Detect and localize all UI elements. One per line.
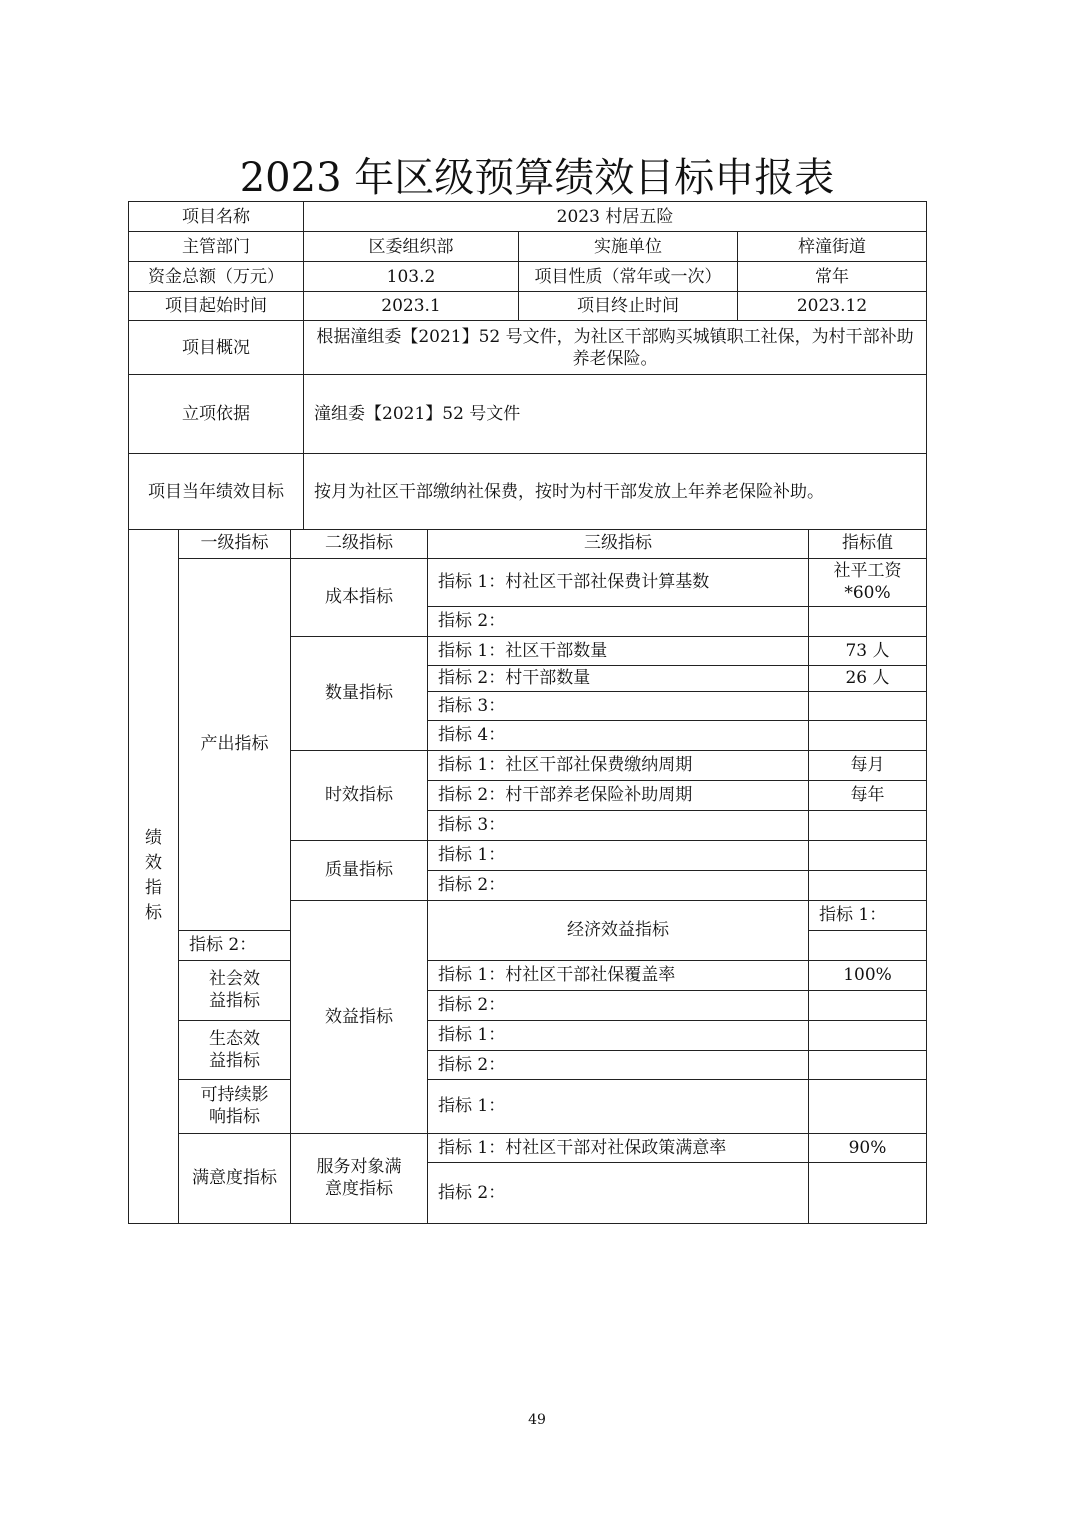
indicator-value: 26 人	[809, 665, 927, 691]
project-name-value: 2023 村居五险	[304, 202, 927, 232]
nature-label: 项目性质（常年或一次）	[519, 262, 738, 292]
indicator-text: 指标 4：	[428, 720, 809, 750]
indicator-value	[809, 840, 927, 870]
nature-value: 常年	[738, 262, 927, 292]
indicator-text: 指标 2：	[428, 1162, 809, 1223]
header-level3: 三级指标	[428, 529, 809, 558]
indicator-text: 指标 2：村干部养老保险补助周期	[428, 780, 809, 810]
dept-value: 区委组织部	[304, 232, 519, 262]
indicator-value	[809, 1050, 927, 1079]
perf-section-label: 绩效指标	[129, 529, 179, 1223]
cost-indicator-label: 成本指标	[291, 558, 428, 636]
indicator-value: 每月	[809, 750, 927, 780]
dept-label: 主管部门	[129, 232, 304, 262]
indicator-text: 指标 1：村社区干部对社保政策满意率	[428, 1133, 809, 1162]
indicator-value	[809, 810, 927, 840]
benefit-indicator-label: 效益指标	[291, 900, 428, 1133]
output-indicator-label: 产出指标	[179, 558, 291, 930]
indicator-value: 73 人	[809, 636, 927, 665]
header-value: 指标值	[809, 529, 927, 558]
page-number: 49	[528, 1412, 546, 1428]
indicator-text: 指标 1：	[428, 840, 809, 870]
timeliness-indicator-label: 时效指标	[291, 750, 428, 840]
basis-value: 潼组委【2021】52 号文件	[304, 375, 927, 454]
indicator-text: 指标 2：	[428, 990, 809, 1020]
page-title: 2023 年区级预算绩效目标申报表	[239, 155, 835, 201]
indicator-value	[809, 930, 927, 960]
indicator-value	[809, 606, 927, 636]
sustainability-label: 可持续影响指标	[179, 1079, 291, 1133]
indicator-value	[809, 1020, 927, 1050]
indicator-text: 指标 1：村社区干部社保费计算基数	[428, 558, 809, 606]
end-value: 2023.12	[738, 292, 927, 321]
indicator-text: 指标 2：	[179, 930, 291, 960]
indicator-text: 指标 2：	[428, 606, 809, 636]
quality-indicator-label: 质量指标	[291, 840, 428, 900]
social-benefit-label: 社会效益指标	[179, 960, 291, 1020]
fund-value: 103.2	[304, 262, 519, 292]
indicator-text: 指标 2：	[428, 1050, 809, 1079]
indicator-value	[809, 720, 927, 750]
fund-label: 资金总额（万元）	[129, 262, 304, 292]
project-info-table	[128, 201, 927, 530]
impl-value: 梓潼街道	[738, 232, 927, 262]
project-name-label: 项目名称	[129, 202, 304, 232]
indicator-text: 指标 1：社区干部社保费缴纳周期	[428, 750, 809, 780]
indicator-text: 指标 2：	[428, 870, 809, 900]
indicator-value	[809, 990, 927, 1020]
indicator-text: 指标 1：村社区干部社保覆盖率	[428, 960, 809, 990]
indicator-value: 100%	[809, 960, 927, 990]
indicator-value: 每年	[809, 780, 927, 810]
basis-label: 立项依据	[129, 375, 304, 454]
indicator-value: 社平工资*60%	[809, 558, 927, 606]
quantity-indicator-label: 数量指标	[291, 636, 428, 750]
service-satisfaction-label: 服务对象满意度指标	[291, 1133, 428, 1223]
end-label: 项目终止时间	[519, 292, 738, 321]
start-label: 项目起始时间	[129, 292, 304, 321]
indicator-text: 指标 3：	[428, 810, 809, 840]
start-value: 2023.1	[304, 292, 519, 321]
header-level2: 二级指标	[291, 529, 428, 558]
indicator-value	[809, 870, 927, 900]
goal-label: 项目当年绩效目标	[129, 454, 304, 530]
header-level1: 一级指标	[179, 529, 291, 558]
ecological-benefit-label: 生态效益指标	[179, 1020, 291, 1079]
indicator-value	[809, 691, 927, 720]
economic-benefit-label: 经济效益指标	[428, 900, 809, 960]
satisfaction-indicator-label: 满意度指标	[179, 1133, 291, 1223]
indicator-text: 指标 2：村干部数量	[428, 665, 809, 691]
impl-label: 实施单位	[519, 232, 738, 262]
indicator-text: 指标 1：	[428, 1020, 809, 1050]
overview-value: 根据潼组委【2021】52 号文件，为社区干部购买城镇职工社保，为村干部补助养老保险。	[304, 321, 927, 375]
goal-value: 按月为社区干部缴纳社保费，按时为村干部发放上年养老保险补助。	[304, 454, 927, 530]
overview-label: 项目概况	[129, 321, 304, 375]
indicator-value	[809, 1079, 927, 1133]
indicator-value: 90%	[809, 1133, 927, 1162]
performance-indicator-table	[128, 529, 927, 1224]
indicator-text: 指标 1：	[809, 900, 927, 930]
indicator-text: 指标 1：	[428, 1079, 809, 1133]
indicator-value	[809, 1162, 927, 1223]
indicator-text: 指标 3：	[428, 691, 809, 720]
indicator-text: 指标 1：社区干部数量	[428, 636, 809, 665]
